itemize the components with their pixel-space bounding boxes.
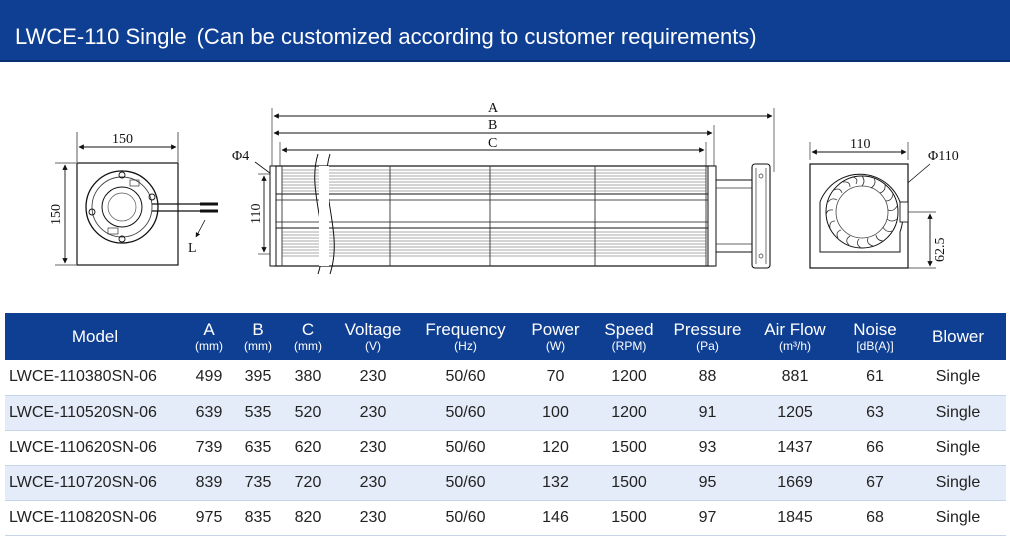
table-cell: 735 [233,465,283,500]
column-header-label: Speed [604,320,654,339]
product-subtitle: (Can be customized according to customer requirements) [196,24,757,49]
spec-table-header [5,313,1006,360]
column-header-model [5,313,185,360]
table-cell: 230 [333,430,413,465]
column-header-unit: (Pa) [696,339,719,353]
table-cell: 620 [283,430,333,465]
table-cell: 639 [185,395,233,430]
table-cell: 230 [333,500,413,535]
side-diameter-label: Φ110 [928,149,959,164]
product-title: LWCE-110 Single [15,24,187,49]
column-header-unit: (V) [365,339,381,353]
table-cell: 88 [665,360,750,395]
table-cell: 820 [283,500,333,535]
front-height-label: 150 [49,204,64,225]
column-header-label: B [252,320,264,339]
table-cell: 380 [283,360,333,395]
model-cell: LWCE-110520SN-06 [5,395,185,430]
model-cell: LWCE-110720SN-06 [5,465,185,500]
table-cell: 975 [185,500,233,535]
column-header-blower [910,313,1006,360]
title-bar [0,0,1010,62]
table-cell: 835 [233,500,283,535]
column-header-unit: (mm) [244,339,272,353]
table-cell: Single [910,500,1006,535]
header-row [5,313,1006,360]
table-cell: 535 [233,395,283,430]
table-cell: Single [910,395,1006,430]
table-cell: 93 [665,430,750,465]
dim-b-label: B [488,118,498,133]
column-header-label: Noise [853,320,897,339]
column-header-unit: (mm) [195,339,223,353]
column-header-label: Frequency [425,320,506,339]
column-header-unit: (mm) [294,339,322,353]
table-cell: 61 [840,360,910,395]
spec-table [5,313,1006,536]
table-cell: 839 [185,465,233,500]
table-cell: 1500 [593,500,665,535]
column-header-label: A [203,320,215,339]
column-header-b [233,313,283,360]
column-header-a [185,313,233,360]
table-cell: 1669 [750,465,840,500]
column-header-c [283,313,333,360]
front-width-label: 150 [112,132,133,147]
column-header-label: Voltage [344,320,402,339]
table-cell: 70 [518,360,593,395]
table-cell: 66 [840,430,910,465]
table-cell: 1500 [593,465,665,500]
table-row [5,465,1006,500]
model-cell: LWCE-110820SN-06 [5,500,185,535]
table-row [5,430,1006,465]
column-header-frequency [413,313,518,360]
cable-label: L [188,241,197,256]
table-cell: 230 [333,465,413,500]
table-cell: 1437 [750,430,840,465]
table-cell: 230 [333,360,413,395]
long-view [232,101,774,274]
table-cell: 635 [233,430,283,465]
model-cell: LWCE-110620SN-06 [5,430,185,465]
technical-drawing [0,62,1010,312]
column-header-label: Pressure [673,320,742,339]
column-header-speed [593,313,665,360]
table-cell: 146 [518,500,593,535]
side-view [810,137,959,268]
table-cell: 1500 [593,430,665,465]
table-cell: 1200 [593,360,665,395]
table-cell: 50/60 [413,360,518,395]
table-cell: 520 [283,395,333,430]
table-cell: 97 [665,500,750,535]
column-header-power [518,313,593,360]
column-header-label: Air Flow [764,320,826,339]
table-row [5,360,1006,395]
table-row [5,395,1006,430]
hole-label: Φ4 [232,149,250,164]
column-header-unit: [dB(A)] [856,339,894,353]
table-cell: Single [910,430,1006,465]
table-cell: 132 [518,465,593,500]
side-offset-label: 62.5 [933,237,948,262]
column-header-label: Model [71,327,119,346]
table-cell: 395 [233,360,283,395]
table-cell: 1200 [593,395,665,430]
table-cell: Single [910,465,1006,500]
side-width-label: 110 [850,137,871,152]
table-cell: 63 [840,395,910,430]
table-cell: 739 [185,430,233,465]
column-header-label: C [301,320,315,339]
page-title [15,24,757,50]
front-view [49,132,218,265]
table-cell: 100 [518,395,593,430]
table-cell: 68 [840,500,910,535]
table-row [5,500,1006,535]
dim-a-label: A [488,101,499,116]
table-cell: 95 [665,465,750,500]
table-cell: 120 [518,430,593,465]
table-cell: 230 [333,395,413,430]
column-header-unit: (m³/h) [779,339,811,353]
table-cell: 1205 [750,395,840,430]
table-cell: 720 [283,465,333,500]
height-label: 110 [249,203,264,224]
table-cell: 499 [185,360,233,395]
table-cell: 67 [840,465,910,500]
table-cell: 50/60 [413,395,518,430]
column-header-unit: (RPM) [611,339,647,353]
table-cell: 1845 [750,500,840,535]
drawing-svg [0,62,1010,312]
column-header-noise [840,313,910,360]
table-cell: 50/60 [413,430,518,465]
spec-table-body [5,360,1006,535]
table-cell: 881 [750,360,840,395]
column-header-unit: (W) [545,339,566,353]
column-header-voltage [333,313,413,360]
table-cell: Single [910,360,1006,395]
table-cell: 50/60 [413,500,518,535]
table-cell: 91 [665,395,750,430]
column-header-air-flow [750,313,840,360]
table-cell: 50/60 [413,465,518,500]
model-cell: LWCE-110380SN-06 [5,360,185,395]
column-header-pressure [665,313,750,360]
column-header-label: Power [531,320,580,339]
column-header-unit: (Hz) [454,339,477,353]
column-header-label: Blower [932,327,984,346]
dim-c-label: C [488,136,498,151]
